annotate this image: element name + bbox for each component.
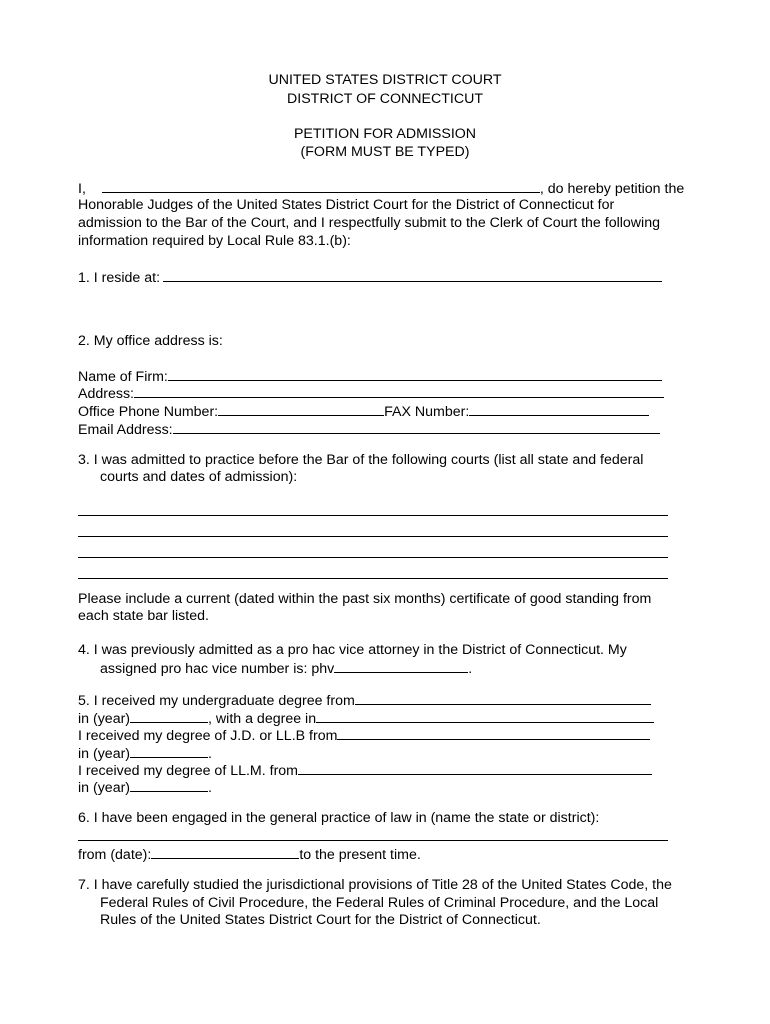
llm-label: I received my degree of LL.M. from — [78, 763, 298, 779]
item-7-line-1: 7. I have carefully studied the jurisdictional provisions of Title 28 of the United States Code, the — [78, 877, 672, 893]
degree-in-label: , with a degree in — [208, 711, 317, 727]
email-field[interactable] — [173, 419, 660, 434]
form-title: PETITION FOR ADMISSION — [293, 126, 477, 142]
phv-label: assigned pro hac vice number is: phv — [100, 661, 335, 677]
intro-line-3: admission to the Bar of the Court, and I respectfully submit to the Clerk of Court the following — [78, 215, 660, 231]
item-5-line-3 — [78, 725, 650, 745]
undergrad-degree-field[interactable] — [316, 708, 654, 723]
item-7-line-3: Rules of the United States District Court for the District of Connecticut. — [100, 912, 541, 928]
intro-lead: I, — [78, 181, 86, 197]
from-date-label: from (date): — [78, 847, 152, 863]
item-3-line-2: courts and dates of admission): — [100, 469, 298, 485]
undergrad-school-field[interactable] — [355, 690, 651, 705]
courts-field-1[interactable] — [78, 515, 668, 516]
fax-label: FAX Number: — [384, 404, 470, 420]
llm-school-field[interactable] — [298, 760, 652, 775]
address-row — [78, 383, 664, 403]
item-1-row — [78, 267, 662, 287]
office-address-heading: 2. My office address is: — [78, 333, 223, 349]
courts-field-2[interactable] — [78, 536, 668, 537]
jd-label: I received my degree of J.D. or LL.B from — [78, 728, 338, 744]
item-6-date-row — [78, 844, 421, 864]
item-6-line-1: 6. I have been engaged in the general practice of law in (name the state or district): — [78, 810, 600, 826]
present-time-text: to the present time. — [299, 847, 421, 863]
undergrad-label: 5. I received my undergraduate degree from — [78, 693, 355, 709]
undergrad-year-field[interactable] — [130, 708, 208, 723]
item-7-line-2: Federal Rules of Civil Procedure, the Federal Rules of Criminal Procedure, and the Local — [100, 895, 659, 911]
intro-line-4: information required by Local Rule 83.1.(b): — [78, 233, 351, 249]
petitioner-name-field[interactable] — [102, 178, 540, 193]
good-standing-note-2: each state bar listed. — [78, 608, 209, 624]
item-5-line-6 — [78, 777, 212, 797]
intro-line-2: Honorable Judges of the United States District Court for the District of Connecticut for — [78, 197, 615, 213]
reside-label: 1. I reside at: — [78, 270, 161, 286]
item-4-line-1: 4. I was previously admitted as a pro hac vice attorney in the District of Connecticut. My — [78, 642, 627, 658]
residence-field[interactable] — [163, 267, 662, 282]
jd-year-period: . — [208, 746, 212, 762]
jd-year-field[interactable] — [130, 743, 208, 758]
address-label: Address: — [78, 386, 134, 402]
email-label: Email Address: — [78, 422, 173, 438]
form-subtitle: (FORM MUST BE TYPED) — [300, 144, 470, 160]
phv-period: . — [468, 661, 473, 677]
undergrad-year-label: in (year) — [78, 711, 131, 727]
phone-label: Office Phone Number: — [78, 404, 219, 420]
firm-name-field[interactable] — [168, 366, 662, 381]
good-standing-note-1: Please include a current (dated within the past six months) certificate of good standing from — [78, 591, 652, 607]
office-phone-field[interactable] — [218, 401, 384, 416]
courts-field-4[interactable] — [78, 578, 668, 579]
fax-number-field[interactable] — [469, 401, 649, 416]
item-4-line-2 — [100, 658, 472, 678]
phv-number-field[interactable] — [334, 658, 468, 673]
office-address-field[interactable] — [134, 383, 664, 398]
firm-label: Name of Firm: — [78, 369, 168, 385]
practice-jurisdiction-field[interactable] — [78, 840, 668, 841]
from-date-field[interactable] — [151, 844, 299, 859]
phone-fax-row — [78, 401, 649, 421]
intro-line-1 — [78, 178, 684, 198]
llm-year-field[interactable] — [130, 777, 208, 792]
llm-year-label: in (year) — [78, 780, 131, 796]
jd-year-label: in (year) — [78, 746, 131, 762]
item-5-line-1 — [78, 690, 651, 710]
district-name: DISTRICT OF CONNECTICUT — [287, 91, 483, 107]
llm-year-period: . — [208, 780, 212, 796]
court-name: UNITED STATES DISTRICT COURT — [268, 72, 502, 88]
email-row — [78, 419, 660, 439]
courts-field-3[interactable] — [78, 557, 668, 558]
intro-tail: , do hereby petition the — [539, 181, 685, 197]
item-3-line-1: 3. I was admitted to practice before the Bar of the following courts (list all state and federal — [78, 452, 644, 468]
jd-school-field[interactable] — [337, 725, 650, 740]
